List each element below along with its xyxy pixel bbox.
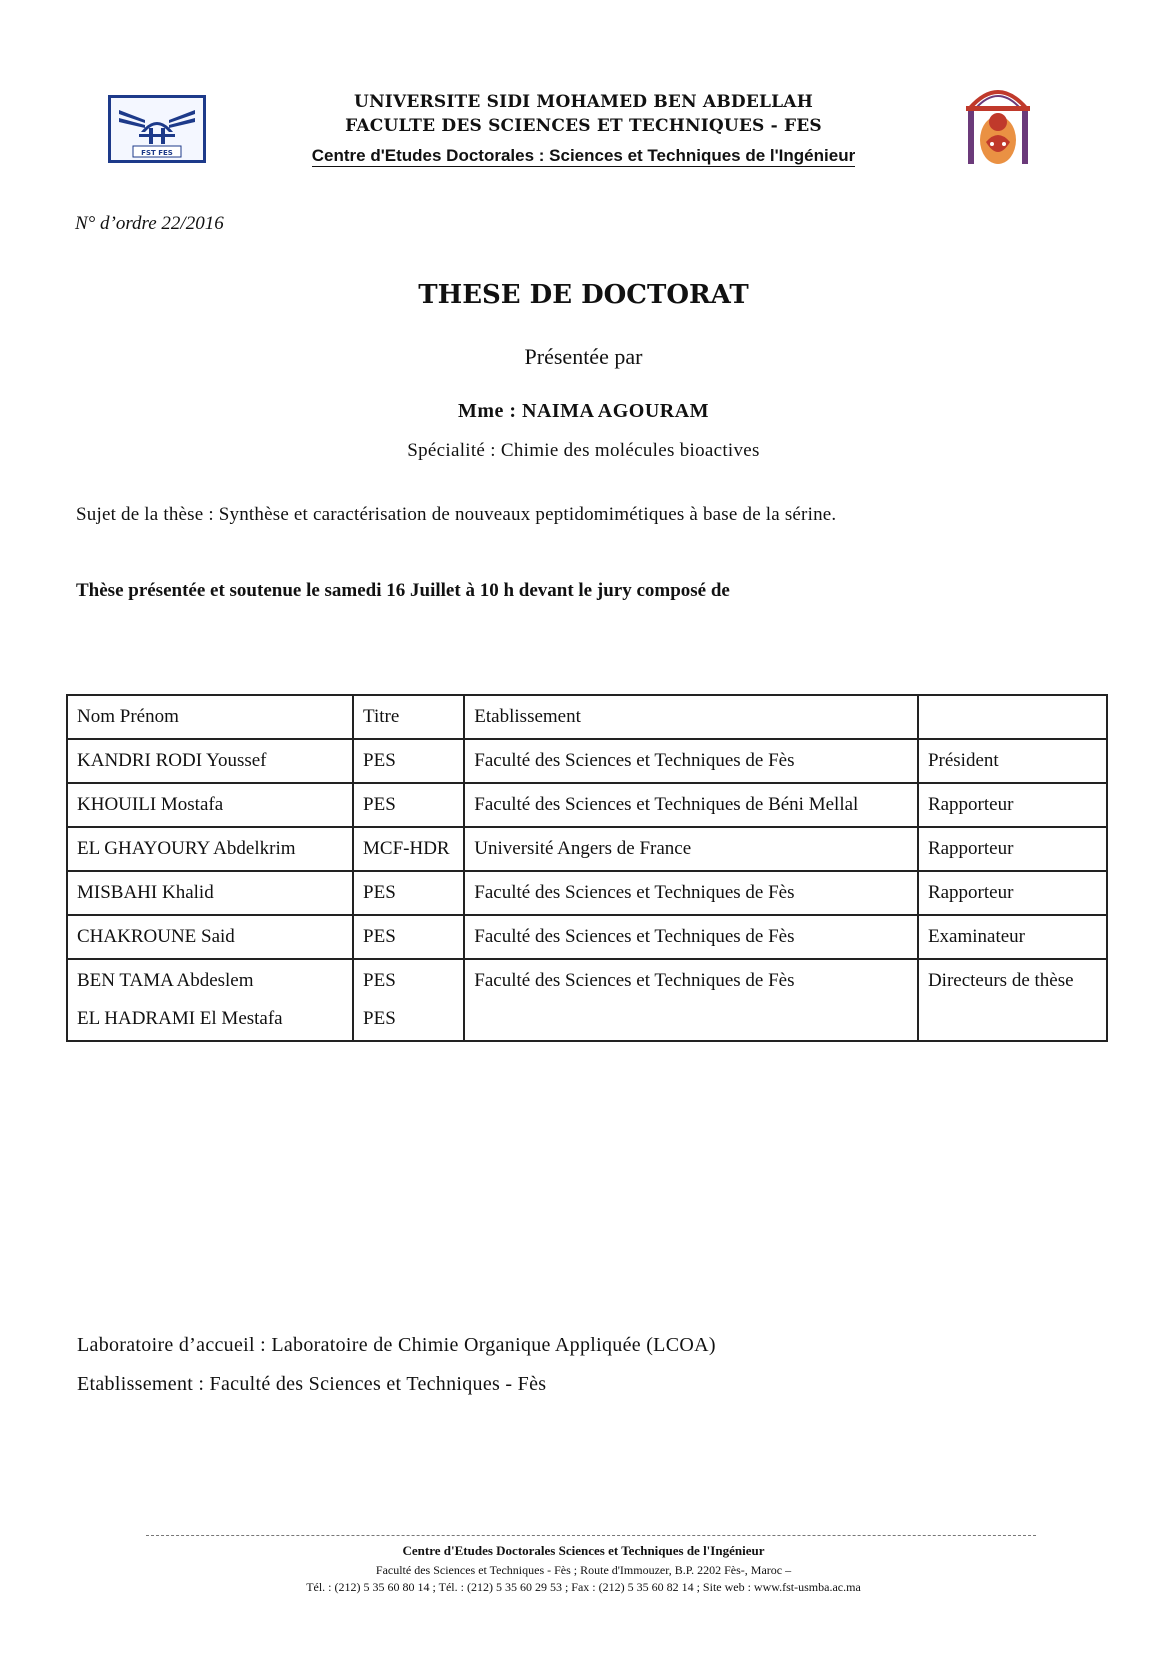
cell-etablissement: Faculté des Sciences et Techniques de Fès <box>464 739 918 783</box>
cell-role: Directeurs de thèse <box>918 959 1107 1041</box>
cell-role: Examinateur <box>918 915 1107 959</box>
table-row <box>67 739 1107 783</box>
cell-nom: CHAKROUNE Said <box>67 915 353 959</box>
cell-nom: KHOUILI Mostafa <box>67 783 353 827</box>
cell-role: Rapporteur <box>918 783 1107 827</box>
defense-statement: Thèse présentée et soutenue le samedi 16 Juillet à 10 h devant le jury composé de <box>76 580 730 601</box>
cell-titre: PES <box>353 915 464 959</box>
header-titre: Titre <box>353 695 464 739</box>
thesis-subject: Sujet de la thèse : Synthèse et caractérisation de nouveaux peptidomimétiques à base de la sérine. <box>76 504 837 525</box>
cell-etablissement: Faculté des Sciences et Techniques de Béni Mellal <box>464 783 918 827</box>
cell-etablissement: Faculté des Sciences et Techniques de Fès <box>464 915 918 959</box>
footer-divider <box>146 1535 1036 1536</box>
cell-etablissement: Faculté des Sciences et Techniques de Fès <box>464 871 918 915</box>
footer-address: Faculté des Sciences et Techniques - Fès ; Route d'Immouzer, B.P. 2202 Fès-, Maroc – <box>375 1563 792 1577</box>
cell-etablissement: Faculté des Sciences et Techniques de Fès <box>464 959 918 1041</box>
table-row <box>67 959 1107 1041</box>
cell-titre: PES <box>353 783 464 827</box>
footer-contact: Tél. : (212) 5 35 60 80 14 ; Tél. : (212) 5 35 60 29 53 ; Fax : (212) 5 35 60 82 14 ; Site web : www.fst-usmba.ac.ma <box>306 1580 861 1594</box>
faculty-name: FACULTE DES SCIENCES ET TECHNIQUES - FES <box>345 116 822 136</box>
table-row <box>67 871 1107 915</box>
header-etablissement: Etablissement <box>464 695 918 739</box>
cell-titre: PES <box>353 871 464 915</box>
cell-titre: PES <box>353 739 464 783</box>
cell-titre-line: PES <box>363 970 396 991</box>
cell-nom: EL GHAYOURY Abdelkrim <box>67 827 353 871</box>
table-row <box>67 915 1107 959</box>
cell-role: Rapporteur <box>918 871 1107 915</box>
cell-role: Rapporteur <box>918 827 1107 871</box>
cell-titre: MCF-HDR <box>353 827 464 871</box>
candidate-name: Mme : NAIMA AGOURAM <box>457 400 710 422</box>
doctoral-centre-label: Centre d'Etudes Doctorales : Sciences et Techniques de l'Ingénieur <box>311 146 856 165</box>
presented-by: Présentée par <box>524 344 643 369</box>
university-name: UNIVERSITE SIDI MOHAMED BEN ABDELLAH <box>354 92 813 112</box>
institution: Etablissement : Faculté des Sciences et Techniques - Fès <box>77 1373 547 1395</box>
cell-nom-line: EL HADRAMI El Mestafa <box>77 1008 283 1029</box>
table-header-row <box>67 695 1107 739</box>
fst-logo-text: FST FES <box>141 149 173 157</box>
order-number: N° d’ordre 22/2016 <box>75 213 224 234</box>
cell-nom-line: BEN TAMA Abdeslem <box>77 970 254 991</box>
table-row <box>67 783 1107 827</box>
header-role <box>918 695 1107 739</box>
jury-table <box>66 694 1108 1042</box>
cell-titre <box>353 959 464 1041</box>
cell-titre-line: PES <box>363 1008 396 1029</box>
cell-nom: KANDRI RODI Youssef <box>67 739 353 783</box>
host-laboratory: Laboratoire d’accueil : Laboratoire de Chimie Organique Appliquée (LCOA) <box>77 1334 716 1356</box>
cell-nom: MISBAHI Khalid <box>67 871 353 915</box>
doctoral-centre <box>0 146 1167 166</box>
cell-role: Président <box>918 739 1107 783</box>
header-nom: Nom Prénom <box>67 695 353 739</box>
footer-centre: Centre d'Etudes Doctorales Sciences et Techniques de l'Ingénieur <box>402 1543 765 1558</box>
thesis-title: THESE DE DOCTORAT <box>418 280 749 310</box>
cell-etablissement: Université Angers de France <box>464 827 918 871</box>
specialty: Spécialité : Chimie des molécules bioactives <box>407 440 760 461</box>
cell-nom <box>67 959 353 1041</box>
table-row <box>67 827 1107 871</box>
